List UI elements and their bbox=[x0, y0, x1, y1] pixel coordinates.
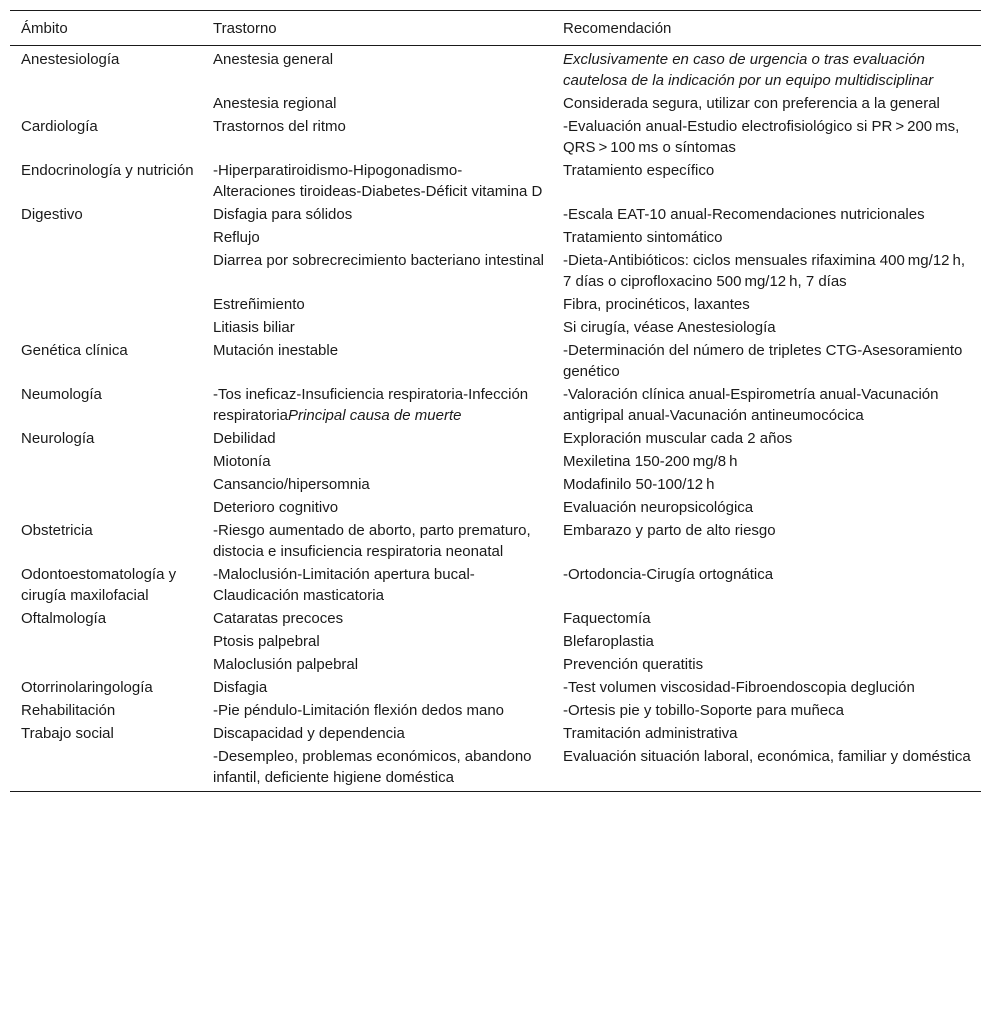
cell-ambito: Digestivo bbox=[21, 206, 83, 223]
cell-recomendacion: Faquectomía bbox=[563, 610, 651, 627]
trastorno-text: -Hiperparatiroidismo-Hipogonadismo-Alteraciones tiroideas-Diabetes-Déficit vitamina D bbox=[213, 162, 543, 200]
cell-trastorno bbox=[202, 629, 552, 652]
cell-recomendacion: Si cirugía, véase Anestesiología bbox=[563, 319, 776, 336]
trastorno-text: -Riesgo aumentado de aborto, parto prematuro, distocia e insuficiencia respiratoria neonatal bbox=[213, 522, 531, 560]
trastorno-text: Discapacidad y dependencia bbox=[213, 725, 405, 742]
trastorno-text: Maloclusión palpebral bbox=[213, 656, 359, 673]
table-row bbox=[10, 721, 981, 744]
cell-trastorno bbox=[202, 449, 552, 472]
cell-ambito: Rehabilitación bbox=[21, 702, 116, 719]
cell-recomendacion: Embarazo y parto de alto riesgo bbox=[563, 522, 776, 539]
cell-recomendacion: -Valoración clínica anual-Espirometría anual-Vacunación antigripal anual-Vacunación antineumocócica bbox=[563, 386, 939, 424]
table-row bbox=[10, 495, 981, 518]
cell-trastorno bbox=[202, 225, 552, 248]
table-row bbox=[10, 426, 981, 449]
cell-trastorno bbox=[202, 698, 552, 721]
table-row bbox=[10, 114, 981, 158]
table-row bbox=[10, 698, 981, 721]
cell-ambito: Obstetricia bbox=[21, 522, 93, 539]
cell-ambito bbox=[10, 744, 202, 792]
cell-recomendacion: -Dieta-Antibióticos: ciclos mensuales rifaximina 400 mg/12 h, 7 días o ciprofloxacino 500 mg/12 h, 7 días bbox=[563, 252, 966, 290]
cell-recomendacion: Evaluación situación laboral, económica, familiar y doméstica bbox=[552, 744, 981, 792]
cell-ambito bbox=[10, 91, 202, 114]
table-row bbox=[10, 46, 981, 92]
table-row bbox=[10, 382, 981, 426]
table-row bbox=[10, 248, 981, 292]
trastorno-text: Anestesia general bbox=[213, 51, 334, 68]
trastorno-text: Disfagia para sólidos bbox=[213, 206, 353, 223]
cell-trastorno bbox=[202, 606, 552, 629]
cell-trastorno bbox=[202, 382, 552, 426]
cell-trastorno bbox=[202, 338, 552, 382]
cell-ambito: Genética clínica bbox=[21, 342, 128, 359]
trastorno-text: Anestesia regional bbox=[213, 95, 337, 112]
cell-ambito bbox=[10, 225, 202, 248]
cell-ambito bbox=[10, 652, 202, 675]
table-row bbox=[10, 744, 981, 792]
cell-trastorno bbox=[202, 652, 552, 675]
cell-trastorno bbox=[202, 114, 552, 158]
cell-trastorno bbox=[202, 292, 552, 315]
cell-recomendacion: -Determinación del número de tripletes CTG-Asesoramiento genético bbox=[563, 342, 963, 380]
recommendations-table bbox=[10, 10, 981, 792]
table-row bbox=[10, 562, 981, 606]
cell-ambito: Endocrinología y nutrición bbox=[21, 162, 194, 179]
header-ambito: Ámbito bbox=[10, 11, 202, 46]
cell-trastorno bbox=[202, 202, 552, 225]
cell-trastorno bbox=[202, 721, 552, 744]
trastorno-text: Estreñimiento bbox=[213, 296, 305, 313]
table-row bbox=[10, 315, 981, 338]
trastorno-text: -Desempleo, problemas económicos, abandono infantil, deficiente higiene doméstica bbox=[213, 748, 532, 786]
trastorno-text: Reflujo bbox=[213, 229, 260, 246]
cell-ambito: Otorrinolaringología bbox=[21, 679, 153, 696]
table-header bbox=[10, 11, 981, 46]
trastorno-text: Trastornos del ritmo bbox=[213, 118, 346, 135]
cell-recomendacion: Considerada segura, utilizar con preferencia a la general bbox=[563, 95, 940, 112]
trastorno-text: Ptosis palpebral bbox=[213, 633, 320, 650]
table-row bbox=[10, 449, 981, 472]
cell-recomendacion: -Ortesis pie y tobillo-Soporte para muñeca bbox=[563, 702, 844, 719]
table-row bbox=[10, 158, 981, 202]
table-row bbox=[10, 675, 981, 698]
cell-recomendacion: Tratamiento sintomático bbox=[563, 229, 723, 246]
trastorno-text: -Tos ineficaz-Insuficiencia respiratoria-Infección respiratoria bbox=[213, 386, 529, 424]
cell-ambito bbox=[10, 629, 202, 652]
table-row bbox=[10, 292, 981, 315]
table-row bbox=[10, 338, 981, 382]
table-row bbox=[10, 606, 981, 629]
cell-recomendacion: -Test volumen viscosidad-Fibroendoscopia deglución bbox=[563, 679, 915, 696]
trastorno-text: Cansancio/hipersomnia bbox=[213, 476, 370, 493]
table-row bbox=[10, 91, 981, 114]
table-row bbox=[10, 225, 981, 248]
trastorno-text: -Pie péndulo-Limitación flexión dedos mano bbox=[213, 702, 505, 719]
cell-ambito bbox=[10, 292, 202, 315]
cell-recomendacion: Tramitación administrativa bbox=[563, 725, 738, 742]
trastorno-text: Mutación inestable bbox=[213, 342, 339, 359]
table-row bbox=[10, 472, 981, 495]
cell-ambito: Cardiología bbox=[21, 118, 98, 135]
cell-recomendacion: Evaluación neuropsicológica bbox=[563, 499, 754, 516]
cell-recomendacion: Mexiletina 150-200 mg/8 h bbox=[563, 453, 738, 470]
cell-trastorno bbox=[202, 675, 552, 698]
trastorno-text: Cataratas precoces bbox=[213, 610, 344, 627]
cell-recomendacion: Tratamiento específico bbox=[563, 162, 715, 179]
cell-trastorno bbox=[202, 158, 552, 202]
cell-recomendacion: -Evaluación anual-Estudio electrofisiológico si PR > 200 ms, QRS > 100 ms o síntomas bbox=[563, 118, 960, 156]
trastorno-text: Deterioro cognitivo bbox=[213, 499, 339, 516]
cell-recomendacion: Exclusivamente en caso de urgencia o tras evaluación cautelosa de la indicación por un equipo multidisciplinar bbox=[563, 51, 934, 89]
trastorno-text: -Maloclusión-Limitación apertura bucal-Claudicación masticatoria bbox=[213, 566, 475, 604]
cell-recomendacion: Blefaroplastia bbox=[563, 633, 654, 650]
cell-trastorno bbox=[202, 518, 552, 562]
table-row bbox=[10, 202, 981, 225]
cell-trastorno bbox=[202, 91, 552, 114]
cell-ambito bbox=[10, 472, 202, 495]
cell-recomendacion: Fibra, procinéticos, laxantes bbox=[563, 296, 750, 313]
header-row bbox=[10, 11, 981, 46]
cell-recomendacion: Exploración muscular cada 2 años bbox=[563, 430, 793, 447]
cell-ambito bbox=[10, 449, 202, 472]
cell-ambito: Odontoestomatología y cirugía maxilofacial bbox=[21, 566, 177, 604]
cell-trastorno bbox=[202, 495, 552, 518]
cell-ambito bbox=[10, 248, 202, 292]
cell-recomendacion: -Escala EAT-10 anual-Recomendaciones nutricionales bbox=[563, 206, 925, 223]
cell-recomendacion: -Ortodoncia-Cirugía ortognática bbox=[563, 566, 774, 583]
cell-trastorno bbox=[202, 315, 552, 338]
cell-trastorno bbox=[202, 472, 552, 495]
trastorno-text: Disfagia bbox=[213, 679, 268, 696]
trastorno-text: Diarrea por sobrecrecimiento bacteriano intestinal bbox=[213, 252, 544, 269]
table-row bbox=[10, 629, 981, 652]
header-recomendacion: Recomendación bbox=[552, 11, 981, 46]
trastorno-note: Principal causa de muerte bbox=[288, 407, 462, 424]
cell-ambito: Neumología bbox=[21, 386, 102, 403]
trastorno-text: Litiasis biliar bbox=[213, 319, 295, 336]
cell-trastorno bbox=[202, 744, 552, 792]
cell-ambito bbox=[10, 315, 202, 338]
trastorno-text: Debilidad bbox=[213, 430, 276, 447]
cell-trastorno bbox=[202, 562, 552, 606]
cell-ambito: Oftalmología bbox=[21, 610, 107, 627]
trastorno-text: Miotonía bbox=[213, 453, 271, 470]
recommendations-table-container bbox=[10, 10, 981, 792]
cell-ambito: Anestesiología bbox=[21, 51, 120, 68]
table-row bbox=[10, 652, 981, 675]
cell-ambito bbox=[10, 495, 202, 518]
cell-ambito: Neurología bbox=[21, 430, 95, 447]
table-body bbox=[10, 46, 981, 792]
cell-recomendacion: Prevención queratitis bbox=[563, 656, 704, 673]
header-trastorno: Trastorno bbox=[202, 11, 552, 46]
table-row bbox=[10, 518, 981, 562]
cell-ambito: Trabajo social bbox=[21, 725, 114, 742]
cell-trastorno bbox=[202, 46, 552, 92]
cell-recomendacion: Modafinilo 50-100/12 h bbox=[563, 476, 715, 493]
cell-trastorno bbox=[202, 248, 552, 292]
cell-trastorno bbox=[202, 426, 552, 449]
